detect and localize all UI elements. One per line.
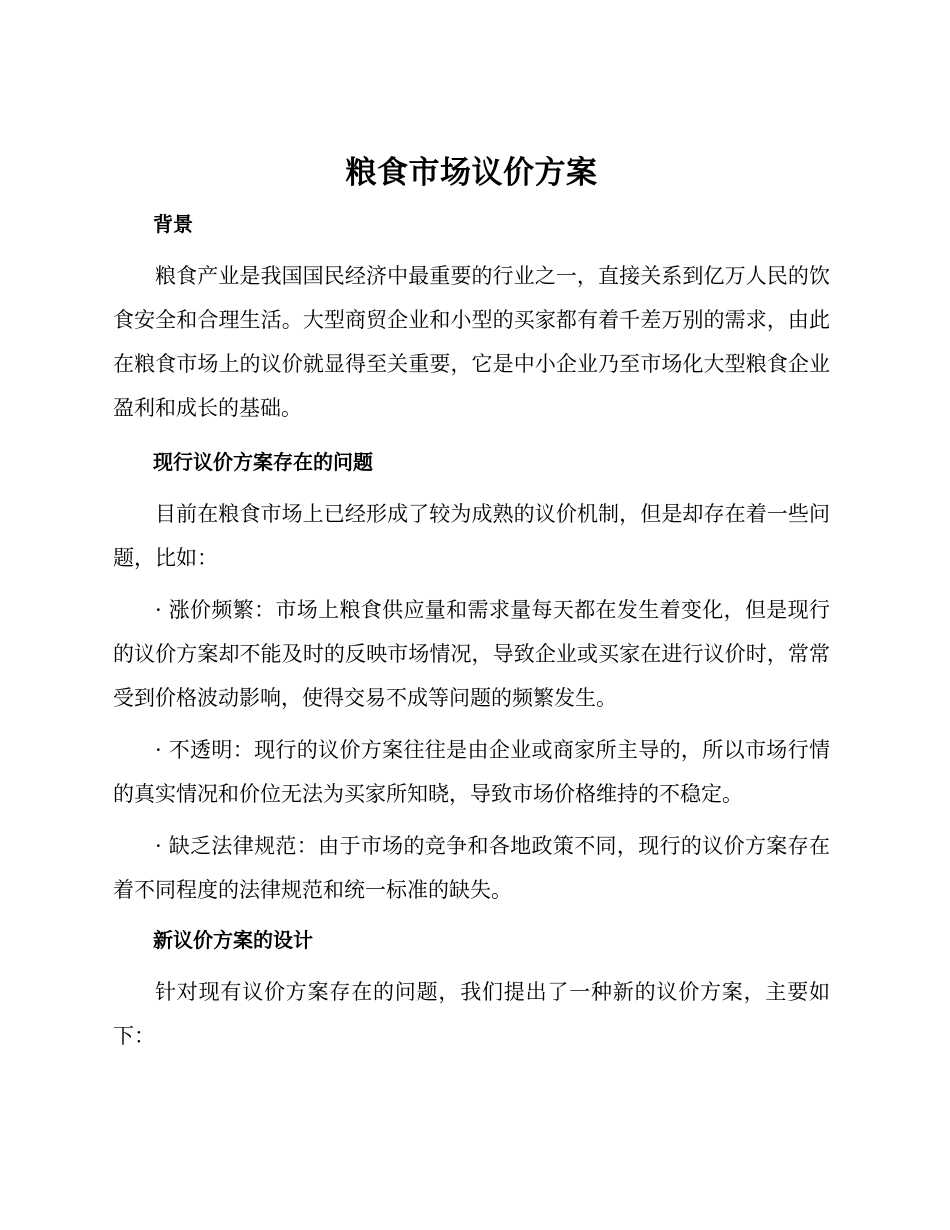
page-title: 粮食市场议价方案 — [345, 155, 598, 191]
spacer — [113, 580, 830, 588]
section-heading-background: 背景 — [153, 212, 193, 236]
spacer — [113, 430, 830, 440]
section-heading-new-design: 新议价方案的设计 — [153, 928, 313, 952]
list-item-lack-of-regulation: · 缺乏法律规范：由于市场的竞争和各地政策不同，现行的议价方案存在着不同程度的法律规范和统一标准的缺失。 — [113, 834, 830, 902]
list-item-frequent-price-rise: · 涨价频繁：市场上粮食供应量和需求量每天都在发生着变化，但是现行的议价方案却不能及时的反映市场情况，导致企业或买家在进行议价时，常常受到价格波动影响，使得交易不成等问题的频繁发生。 — [113, 598, 830, 710]
list-item-not-transparent: · 不透明：现行的议价方案往往是由企业或商家所主导的，所以市场行情的真实情况和价位无法为买家所知晓，导致市场价格维持的不稳定。 — [113, 738, 830, 806]
spacer — [113, 720, 830, 728]
paragraph-new-design: 针对现有议价方案存在的问题，我们提出了一种新的议价方案，主要如下： — [113, 980, 830, 1048]
spacer — [113, 816, 830, 824]
spacer — [113, 484, 830, 492]
document-body — [113, 150, 830, 1058]
section-heading-problems: 现行议价方案存在的问题 — [153, 450, 373, 474]
paragraph-background: 粮食产业是我国国民经济中最重要的行业之一，直接关系到亿万人民的饮食安全和合理生活。大型商贸企业和小型的买家都有着千差万别的需求，由此在粮食市场上的议价就显得至关重要，它是中小企业乃至市场化大型粮食企业盈利和成长的基础。 — [113, 264, 830, 420]
paragraph-problems-intro: 目前在粮食市场上已经形成了较为成熟的议价机制，但是却存在着一些问题，比如： — [113, 502, 830, 570]
spacer — [113, 246, 830, 254]
spacer — [113, 962, 830, 970]
